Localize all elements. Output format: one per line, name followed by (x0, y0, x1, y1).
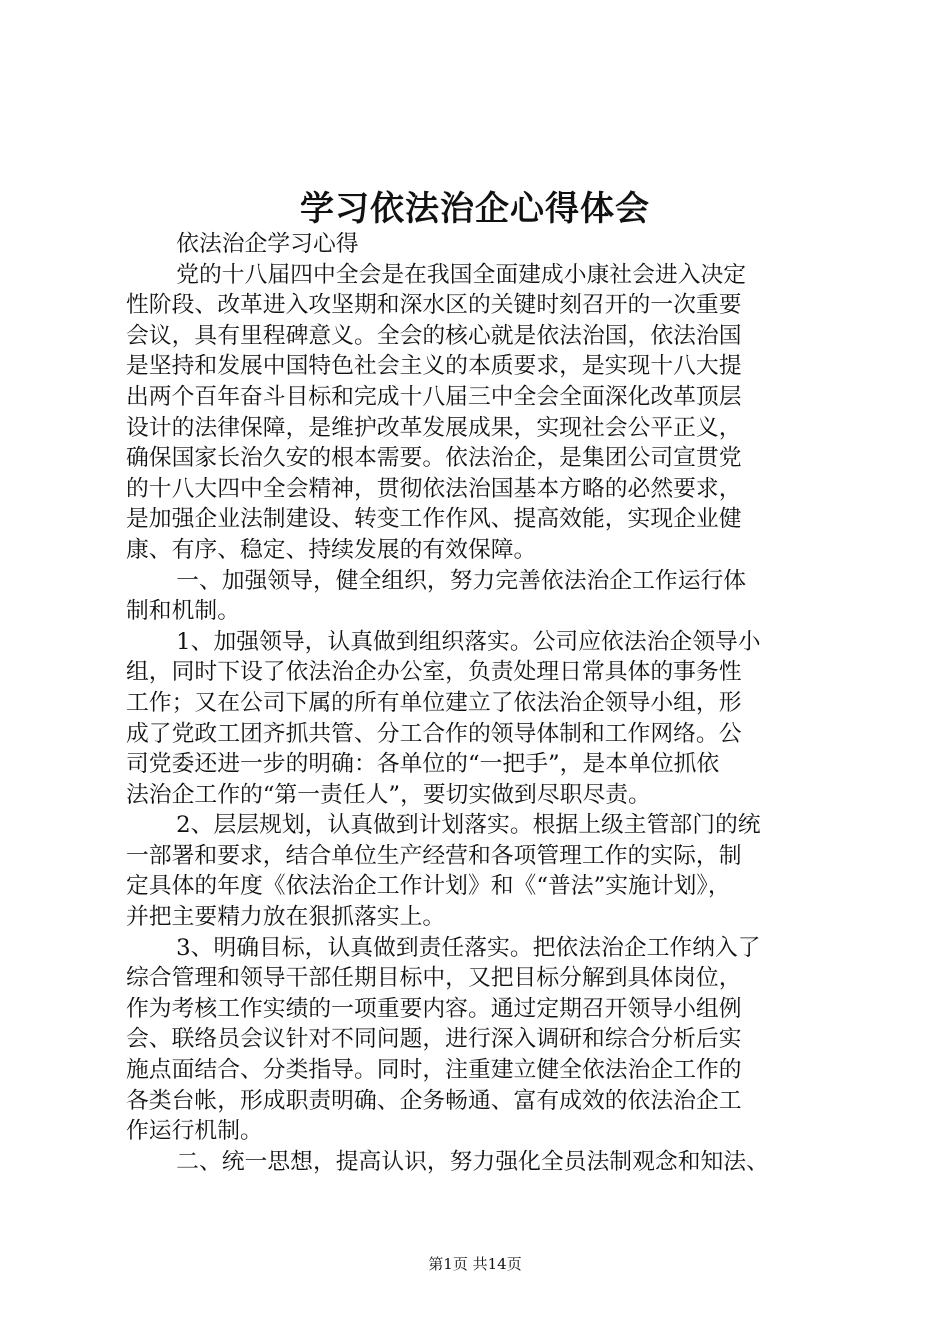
text-line: 制和机制。 (126, 598, 240, 625)
text-line: 出两个百年奋斗目标和完成十八届三中全会全面深化改革顶层 (126, 383, 742, 410)
text-line: 会、联络员会议针对不同问题，进行深入调研和综合分析后实 (126, 1026, 742, 1053)
text-line: 的十八大四中全会精神，贯彻依法治国基本方略的必然要求， (126, 475, 742, 502)
text-line: 康、有序、稳定、持续发展的有效保障。 (126, 536, 537, 563)
document-body (126, 229, 828, 1177)
text-line: 1、加强领导，认真做到组织落实。公司应依法治企领导小 (176, 628, 761, 655)
text-line: 会议，具有里程碑意义。全会的核心就是依法治国，依法治国 (126, 322, 742, 349)
text-line: 党的十八届四中全会是在我国全面建成小康社会进入决定 (176, 261, 747, 288)
text-line: 司党委还进一步的明确：各单位的“一把手”，是本单位抓依 (126, 751, 720, 778)
document-title: 学习依法治企心得体会 (300, 189, 650, 229)
text-line: 综合管理和领导干部任期目标中，又把目标分解到具体岗位， (126, 965, 742, 992)
text-line: 3、明确目标，认真做到责任落实。把依法治企工作纳入了 (176, 934, 761, 961)
text-line: 设计的法律保障，是维护改革发展成果，实现社会公平正义， (126, 414, 742, 441)
text-line: 成了党政工团齐抓共管、分工合作的领导体制和工作网络。公 (126, 720, 742, 747)
text-line: 作运行机制。 (126, 1118, 263, 1145)
page-number-footer: 第1页 共14页 (428, 1255, 522, 1273)
text-line: 定具体的年度《依法治企工作计划》和《“普法”实施计划》， (126, 873, 731, 900)
text-line: 是坚持和发展中国特色社会主义的本质要求，是实现十八大提 (126, 353, 742, 380)
text-line: 工作；又在公司下属的所有单位建立了依法治企领导小组，形 (126, 689, 742, 716)
text-line: 一、加强领导，健全组织，努力完善依法治企工作运行体 (176, 567, 747, 594)
text-line: 法治企工作的“第一责任人”，要切实做到尽职尽责。 (126, 781, 651, 808)
text-line: 施点面结合、分类指导。同时，注重建立健全依法治企工作的 (126, 1057, 742, 1084)
text-line: 各类台帐，形成职责明确、企务畅通、富有成效的依法治企工 (126, 1087, 742, 1114)
text-line: 确保国家长治久安的根本需要。依法治企，是集团公司宣贯党 (126, 445, 742, 472)
text-line: 2、层层规划，认真做到计划落实。根据上级主管部门的统 (176, 812, 761, 839)
text-line: 一部署和要求，结合单位生产经营和各项管理工作的实际，制 (126, 842, 742, 869)
text-line: 是加强企业法制建设、转变工作作风、提高效能，实现企业健 (126, 506, 742, 533)
text-line: 作为考核工作实绩的一项重要内容。通过定期召开领导小组例 (126, 995, 742, 1022)
text-line: 并把主要精力放在狠抓落实上。 (126, 904, 446, 931)
text-line: 组，同时下设了依法治企办公室，负责处理日常具体的事务性 (126, 659, 742, 686)
text-line: 二、统一思想，提高认识，努力强化全员法制观念和知法、 (176, 1148, 769, 1175)
text-line: 依法治企学习心得 (176, 231, 359, 257)
text-line: 性阶段、改革进入攻坚期和深水区的关键时刻召开的一次重要 (126, 292, 742, 319)
